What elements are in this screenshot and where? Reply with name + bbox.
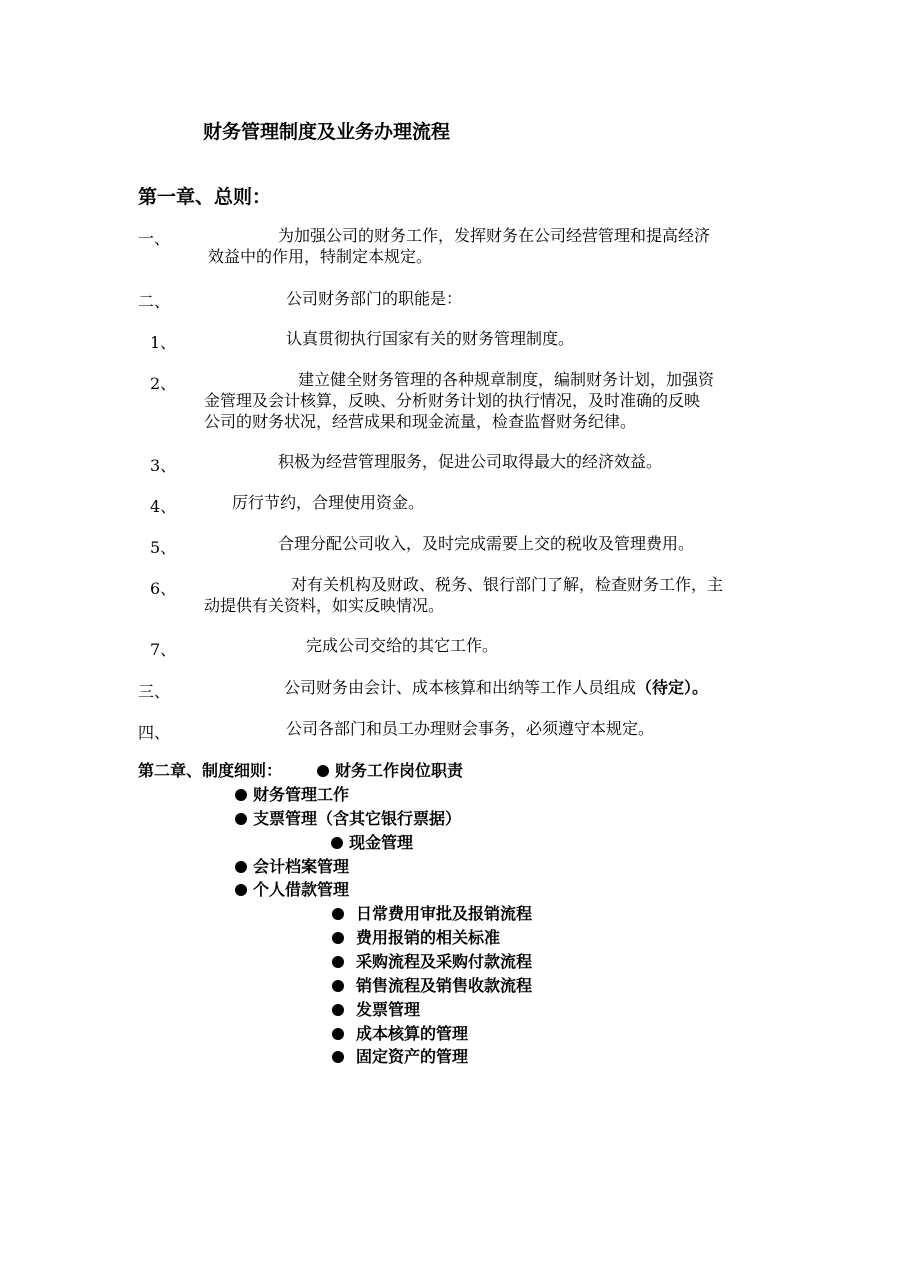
bullet-item: 成本核算的管理	[332, 1024, 468, 1044]
item-number: 三、	[138, 682, 171, 701]
bullet-item: 现金管理	[331, 833, 413, 853]
document-title: 财务管理制度及业务办理流程	[203, 121, 451, 143]
bullet-dot-icon	[235, 813, 247, 825]
bullet-item: 费用报销的相关标准	[332, 928, 500, 948]
bullet-dot-icon	[332, 1051, 344, 1063]
chapter2-heading: 第二章、制度细则：	[138, 761, 283, 780]
item-text-line	[284, 677, 708, 698]
item-number: 4、	[150, 497, 177, 516]
item-text: 公司财务由会计、成本核算和出纳等工作人员组成	[284, 678, 637, 697]
bullet-dot-icon	[235, 789, 247, 801]
chapter1-heading: 第一章、总则：	[138, 186, 272, 208]
bullet-item: 个人借款管理	[235, 880, 349, 900]
item-number: 3、	[150, 456, 177, 475]
item-text-line: 效益中的作用，特制定本规定。	[208, 247, 433, 266]
bullet-item: 采购流程及采购付款流程	[332, 952, 532, 972]
bullet-item: 日常费用审批及报销流程	[332, 904, 532, 924]
bullet-item: 支票管理（含其它银行票据）	[235, 809, 461, 829]
item-text-line: 金管理及会计核算，反映、分析财务计划的执行情况，及时准确的反映	[204, 391, 701, 410]
item-text-line: 积极为经营管理服务，促进公司取得最大的经济效益。	[278, 452, 663, 471]
bullet-dot-icon	[332, 980, 344, 992]
item-number: 7、	[150, 640, 177, 659]
bullet-item: 发票管理	[332, 1000, 420, 1020]
item-number: 二、	[138, 292, 171, 311]
bullet-dot-icon	[332, 932, 344, 944]
item-number: 1、	[150, 333, 177, 352]
item-text-line: 建立健全财务管理的各种规章制度，编制财务计划，加强资	[298, 370, 715, 389]
item-text-line: 完成公司交给的其它工作。	[306, 636, 499, 655]
bullet-item: 财务工作岗位职责	[317, 761, 463, 781]
pending-note: （待定）。	[636, 678, 709, 697]
item-number: 5、	[150, 538, 177, 557]
bullet-dot-icon	[317, 765, 329, 777]
item-number: 四、	[138, 723, 171, 742]
item-text-line: 对有关机构及财政、税务、银行部门了解，检查财务工作，主	[291, 575, 724, 594]
bullet-item: 固定资产的管理	[332, 1047, 468, 1067]
item-text-line: 动提供有关资料，如实反映情况。	[204, 596, 445, 615]
bullet-dot-icon	[235, 884, 247, 896]
item-text-line: 公司各部门和员工办理财会事务，必须遵守本规定。	[286, 719, 655, 738]
item-text-line: 为加强公司的财务工作，发挥财务在公司经营管理和提高经济	[278, 226, 711, 245]
bullet-dot-icon	[332, 956, 344, 968]
item-number: 6、	[150, 579, 177, 598]
item-text-line: 公司财务部门的职能是：	[286, 289, 463, 308]
bullet-dot-icon	[332, 908, 344, 920]
bullet-item: 会计档案管理	[235, 857, 349, 877]
item-number: 一、	[138, 229, 171, 248]
bullet-dot-icon	[332, 1028, 344, 1040]
bullet-dot-icon	[332, 1004, 344, 1016]
item-text-line: 合理分配公司收入，及时完成需要上交的税收及管理费用。	[278, 534, 695, 553]
bullet-dot-icon	[235, 861, 247, 873]
item-text-line: 公司的财务状况，经营成果和现金流量，检查监督财务纪律。	[204, 412, 637, 431]
bullet-item: 销售流程及销售收款流程	[332, 976, 532, 996]
bullet-dot-icon	[331, 837, 343, 849]
item-number: 2、	[150, 374, 177, 393]
bullet-item: 财务管理工作	[235, 785, 349, 805]
item-text-line: 认真贯彻执行国家有关的财务管理制度。	[286, 329, 575, 348]
item-text-line: 厉行节约，合理使用资金。	[232, 493, 425, 512]
